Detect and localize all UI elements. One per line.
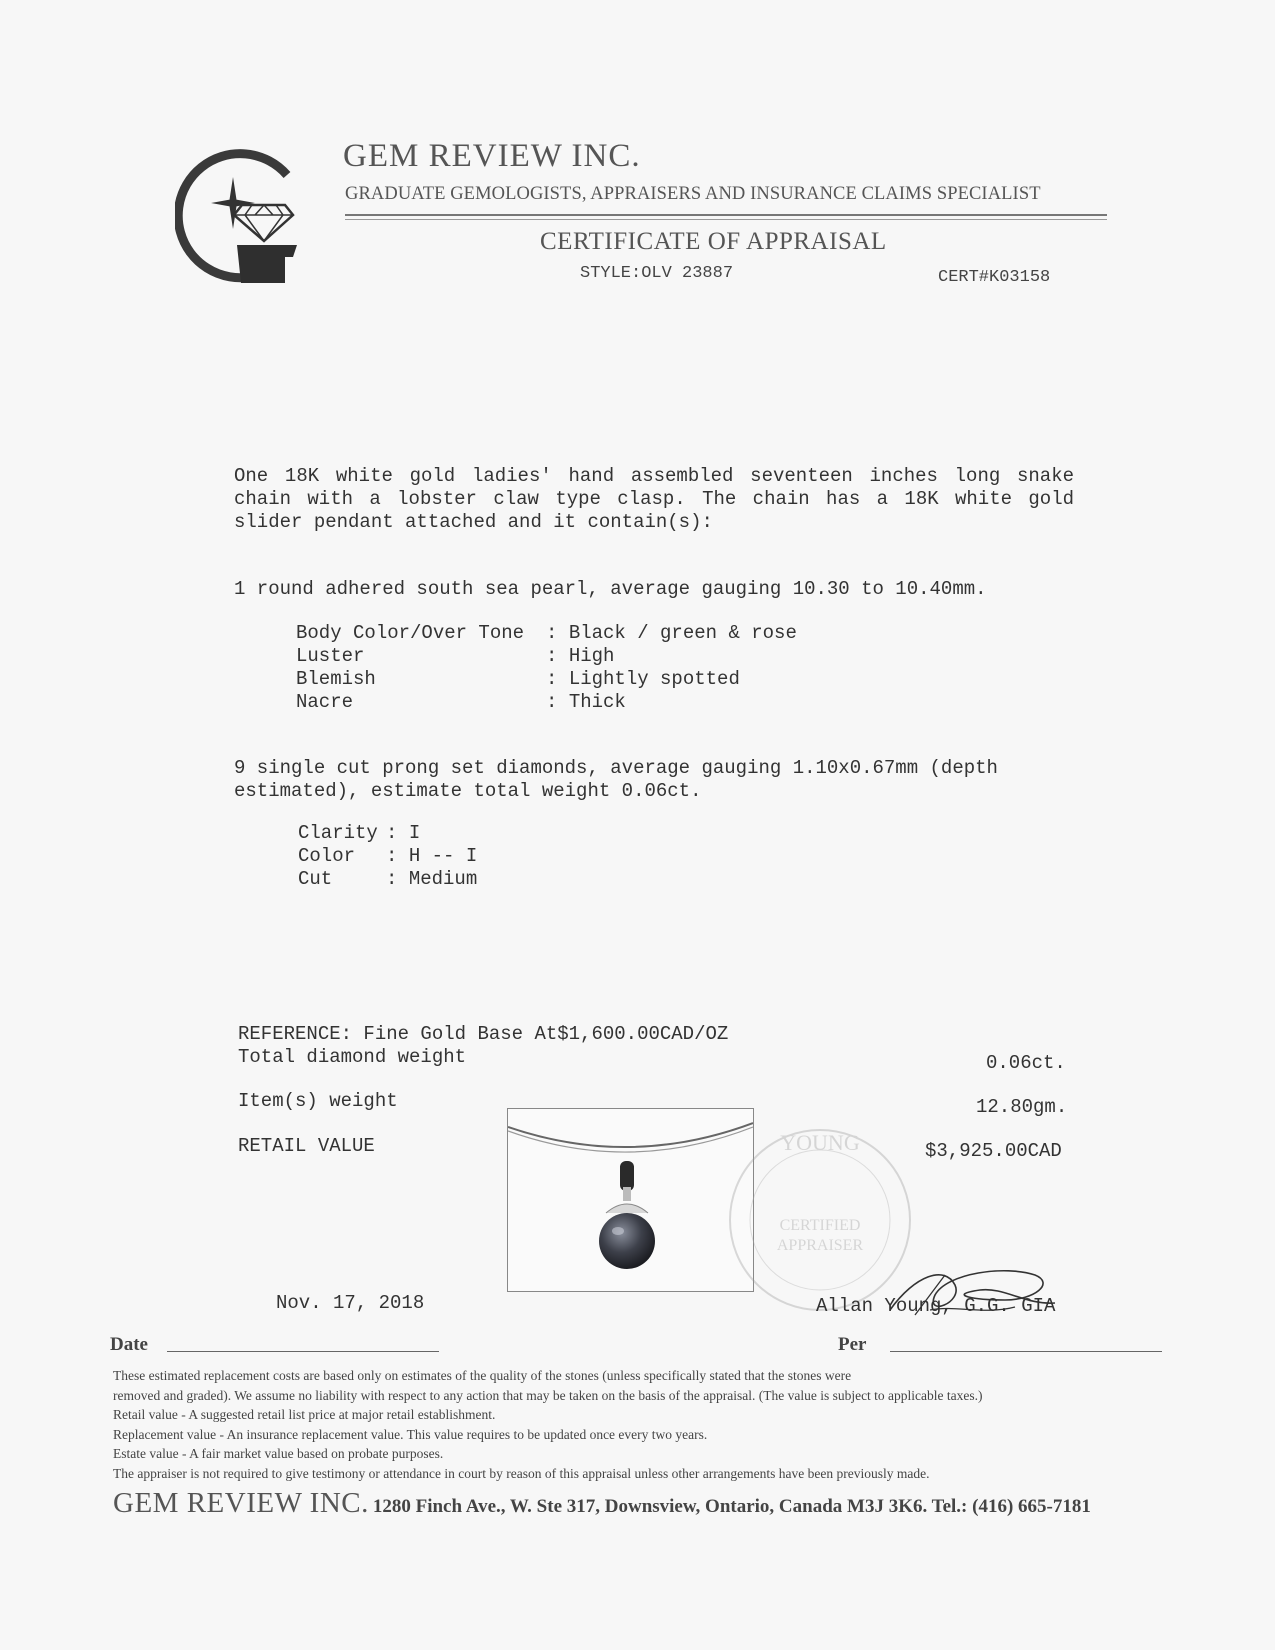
pearl-spec-row bbox=[296, 645, 797, 668]
date-label: Date bbox=[110, 1334, 148, 1355]
footer-company-name: GEM REVIEW INC. bbox=[113, 1487, 369, 1519]
spec-value: High bbox=[568, 645, 615, 667]
item-weight-value: 12.80gm. bbox=[976, 1096, 1068, 1118]
disclaimer-line: The appraiser is not required to give testimony or attendance in court by reason of this appraisal unless other arrangements have been previously made. bbox=[113, 1465, 930, 1481]
total-diamond-weight-value: 0.06ct. bbox=[986, 1052, 1066, 1074]
per-label: Per bbox=[838, 1334, 867, 1355]
certificate-title: CERTIFICATE OF APPRAISAL bbox=[540, 228, 887, 255]
company-tagline: GRADUATE GEMOLOGISTS, APPRAISERS AND INSURANCE CLAIMS SPECIALIST bbox=[345, 184, 1041, 204]
pearl-spec-row bbox=[296, 622, 797, 645]
header-rule bbox=[345, 214, 1107, 216]
retail-value-amount: $3,925.00CAD bbox=[925, 1140, 1062, 1162]
spec-separator: : bbox=[546, 622, 558, 644]
spec-label: Blemish bbox=[296, 668, 376, 690]
item-weight-label: Item(s) weight bbox=[238, 1090, 398, 1112]
spec-value: I bbox=[408, 822, 421, 844]
footer bbox=[113, 1487, 1091, 1520]
company-logo bbox=[175, 145, 305, 285]
disclaimer-line: removed and graded). We assume no liability with respect to any action that may be taken on the basis of the appraisal. (The value is subject to applicable taxes.) bbox=[113, 1387, 983, 1403]
retail-value-label: RETAIL VALUE bbox=[238, 1135, 375, 1157]
header-rule-thin bbox=[345, 219, 1107, 220]
spec-separator: : bbox=[546, 691, 558, 713]
spec-label: Luster bbox=[296, 645, 365, 667]
spec-separator: : bbox=[546, 645, 558, 667]
spec-value: Lightly spotted bbox=[568, 668, 740, 690]
spec-value: Medium bbox=[408, 868, 478, 890]
spec-separator: : bbox=[386, 822, 398, 844]
diamond-spec-row bbox=[298, 845, 477, 868]
diamond-spec-row bbox=[298, 868, 477, 891]
pearl-specs bbox=[296, 622, 797, 714]
diamond-spec-row bbox=[298, 822, 477, 845]
gold-reference: REFERENCE: Fine Gold Base At$1,600.00CAD/OZ bbox=[238, 1023, 729, 1045]
appraiser-signature bbox=[885, 1255, 1065, 1335]
certificate-number: CERT#K03158 bbox=[938, 268, 1051, 287]
spec-value: H -- I bbox=[408, 845, 478, 867]
item-description: One 18K white gold ladies' hand assembled seventeen inches long snake chain with a lobster claw type clasp. The chain has a 18K white gold slider pendant attached and it contain(s): bbox=[234, 465, 1074, 533]
appraisal-date: Nov. 17, 2018 bbox=[276, 1292, 425, 1314]
stamp-name: YOUNG bbox=[780, 1130, 860, 1155]
per-signature-line bbox=[890, 1351, 1162, 1352]
spec-label: Body Color/Over Tone bbox=[296, 622, 525, 644]
pendant-photo bbox=[507, 1108, 754, 1292]
date-signature-line bbox=[167, 1351, 439, 1352]
spec-value: Thick bbox=[568, 691, 626, 713]
company-name: GEM REVIEW INC. bbox=[343, 138, 641, 174]
spec-label: Color bbox=[298, 845, 356, 867]
disclaimer-line: Estate value - A fair market value based on probate purposes. bbox=[113, 1446, 444, 1462]
stamp-certified: CERTIFIED bbox=[779, 1217, 861, 1234]
pearl-spec-row bbox=[296, 668, 797, 691]
spec-label: Nacre bbox=[296, 691, 354, 713]
spec-value: Black / green & rose bbox=[568, 622, 797, 644]
pearl-spec-row bbox=[296, 691, 797, 714]
spec-label: Clarity bbox=[298, 822, 378, 844]
appraiser-name: Allan Young, G.G. GIA bbox=[816, 1295, 1056, 1317]
spec-separator: : bbox=[546, 668, 558, 690]
diamond-description: 9 single cut prong set diamonds, average gauging 1.10x0.67mm (depth estimated), estimate total weight 0.06ct. bbox=[234, 757, 998, 802]
total-diamond-weight-label: Total diamond weight bbox=[238, 1046, 467, 1068]
disclaimer-line: Replacement value - An insurance replacement value. This value requires to be updated once every two years. bbox=[113, 1426, 708, 1442]
pearl-description: 1 round adhered south sea pearl, average gauging 10.30 to 10.40mm. bbox=[234, 578, 987, 600]
stamp-appraiser: APPRAISER bbox=[776, 1237, 864, 1254]
disclaimer-line: Retail value - A suggested retail list price at major retail establishment. bbox=[113, 1407, 496, 1423]
spec-label: Cut bbox=[298, 868, 333, 890]
footer-address: 1280 Finch Ave., W. Ste 317, Downsview, Ontario, Canada M3J 3K6. Tel.: (416) 665-7181 bbox=[372, 1496, 1091, 1517]
spec-separator: : bbox=[386, 868, 398, 890]
disclaimer-line: These estimated replacement costs are based only on estimates of the quality of the stones (unless specifically stated that the stones were bbox=[113, 1368, 852, 1383]
disclaimer bbox=[113, 1366, 1193, 1484]
style-number: STYLE:OLV 23887 bbox=[580, 264, 734, 283]
spec-separator: : bbox=[386, 845, 398, 867]
diamond-specs bbox=[298, 822, 477, 891]
